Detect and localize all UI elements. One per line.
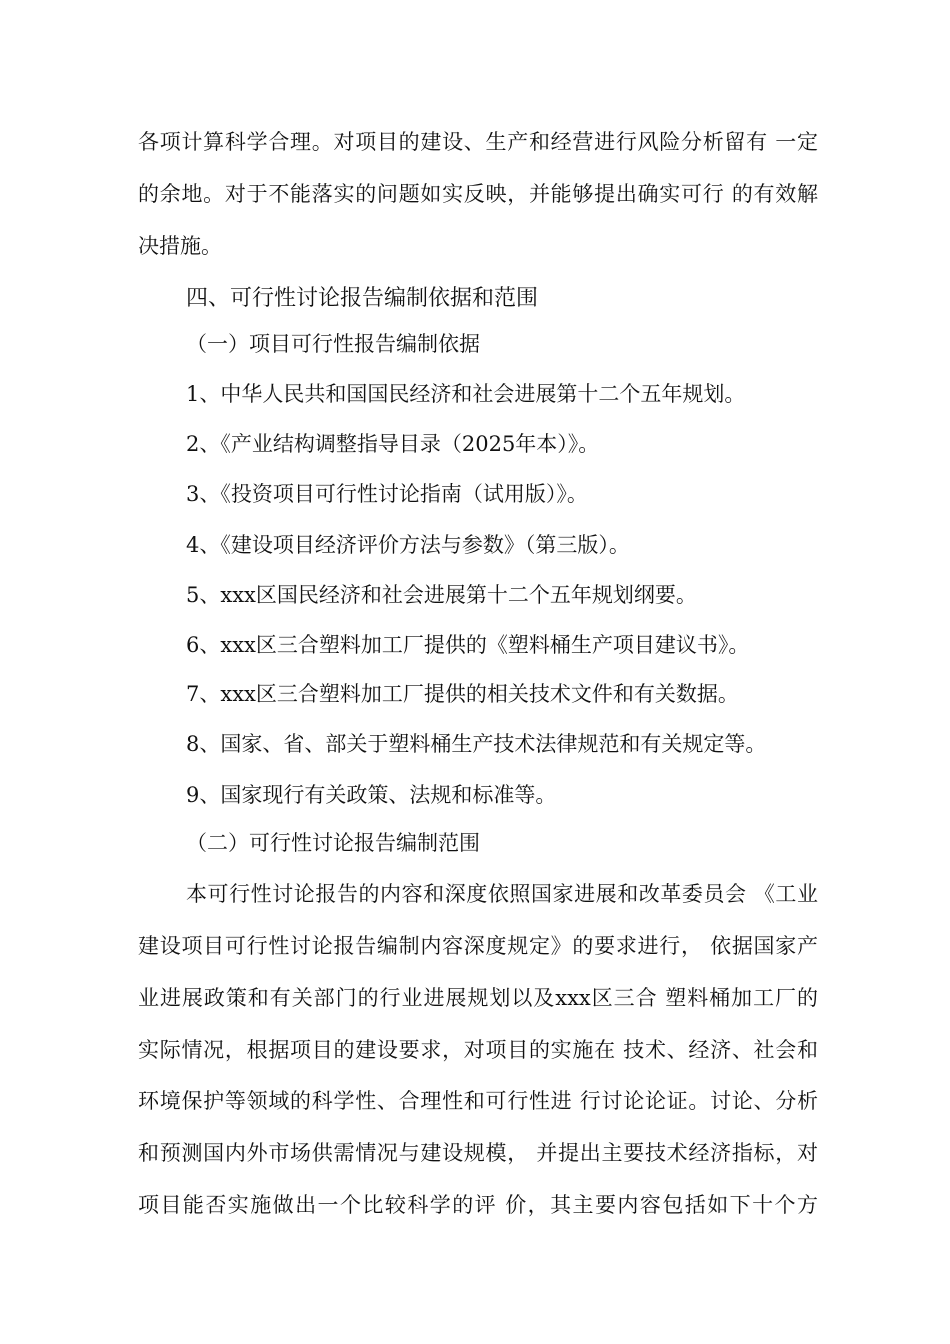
basis-item-1: 1、中华人民共和国国民经济和社会进展第十二个五年规划。	[186, 382, 746, 406]
scope-paragraph-line-5: 环境保护等领域的科学性、合理性和可行性进 行讨论论证。讨论、分析	[138, 1089, 818, 1113]
basis-item-4: 4、《建设项目经济评价方法与参数》（第三版）。	[186, 533, 630, 557]
scope-paragraph-line-4: 实际情况，根据项目的建设要求，对项目的实施在 技术、经济、社会和	[138, 1038, 818, 1062]
scope-paragraph-line-3: 业进展政策和有关部门的行业进展规划以及xxx区三合 塑料桶加工厂的	[138, 986, 818, 1010]
scope-paragraph-line-7: 项目能否实施做出一个比较科学的评 价，其主要内容包括如下十个方	[138, 1193, 818, 1217]
basis-item-9: 9、国家现行有关政策、法规和标准等。	[186, 783, 557, 807]
scope-paragraph-line-2: 建设项目可行性讨论报告编制内容深度规定》的要求进行， 依据国家产	[138, 934, 818, 958]
intro-line-1: 各项计算科学合理。对项目的建设、生产和经营进行风险分析留有 一定	[138, 130, 818, 154]
basis-item-6: 6、xxx区三合塑料加工厂提供的《塑料桶生产项目建议书》。	[186, 633, 750, 657]
basis-item-2: 2、《产业结构调整指导目录（2025年本）》。	[186, 432, 600, 456]
basis-item-5: 5、xxx区国民经济和社会进展第十二个五年规划纲要。	[186, 583, 697, 607]
subsection-1-heading: （一）项目可行性报告编制依据	[186, 332, 480, 356]
intro-line-3: 决措施。	[138, 234, 222, 258]
basis-item-7: 7、xxx区三合塑料加工厂提供的相关技术文件和有关数据。	[186, 682, 739, 706]
section-4-heading: 四、可行性讨论报告编制依据和范围	[186, 286, 539, 311]
intro-line-2: 的余地。对于不能落实的问题如实反映，并能够提出确实可行 的有效解	[138, 182, 818, 206]
scope-paragraph-line-1: 本可行性讨论报告的内容和深度依照国家进展和改革委员会 《工业	[186, 882, 818, 906]
scope-paragraph-line-6: 和预测国内外市场供需情况与建设规模， 并提出主要技术经济指标，对	[138, 1141, 818, 1165]
subsection-2-heading: （二）可行性讨论报告编制范围	[186, 831, 480, 855]
basis-item-3: 3、《投资项目可行性讨论指南（试用版）》。	[186, 482, 588, 506]
basis-item-8: 8、国家、省、部关于塑料桶生产技术法律规范和有关规定等。	[186, 732, 767, 756]
